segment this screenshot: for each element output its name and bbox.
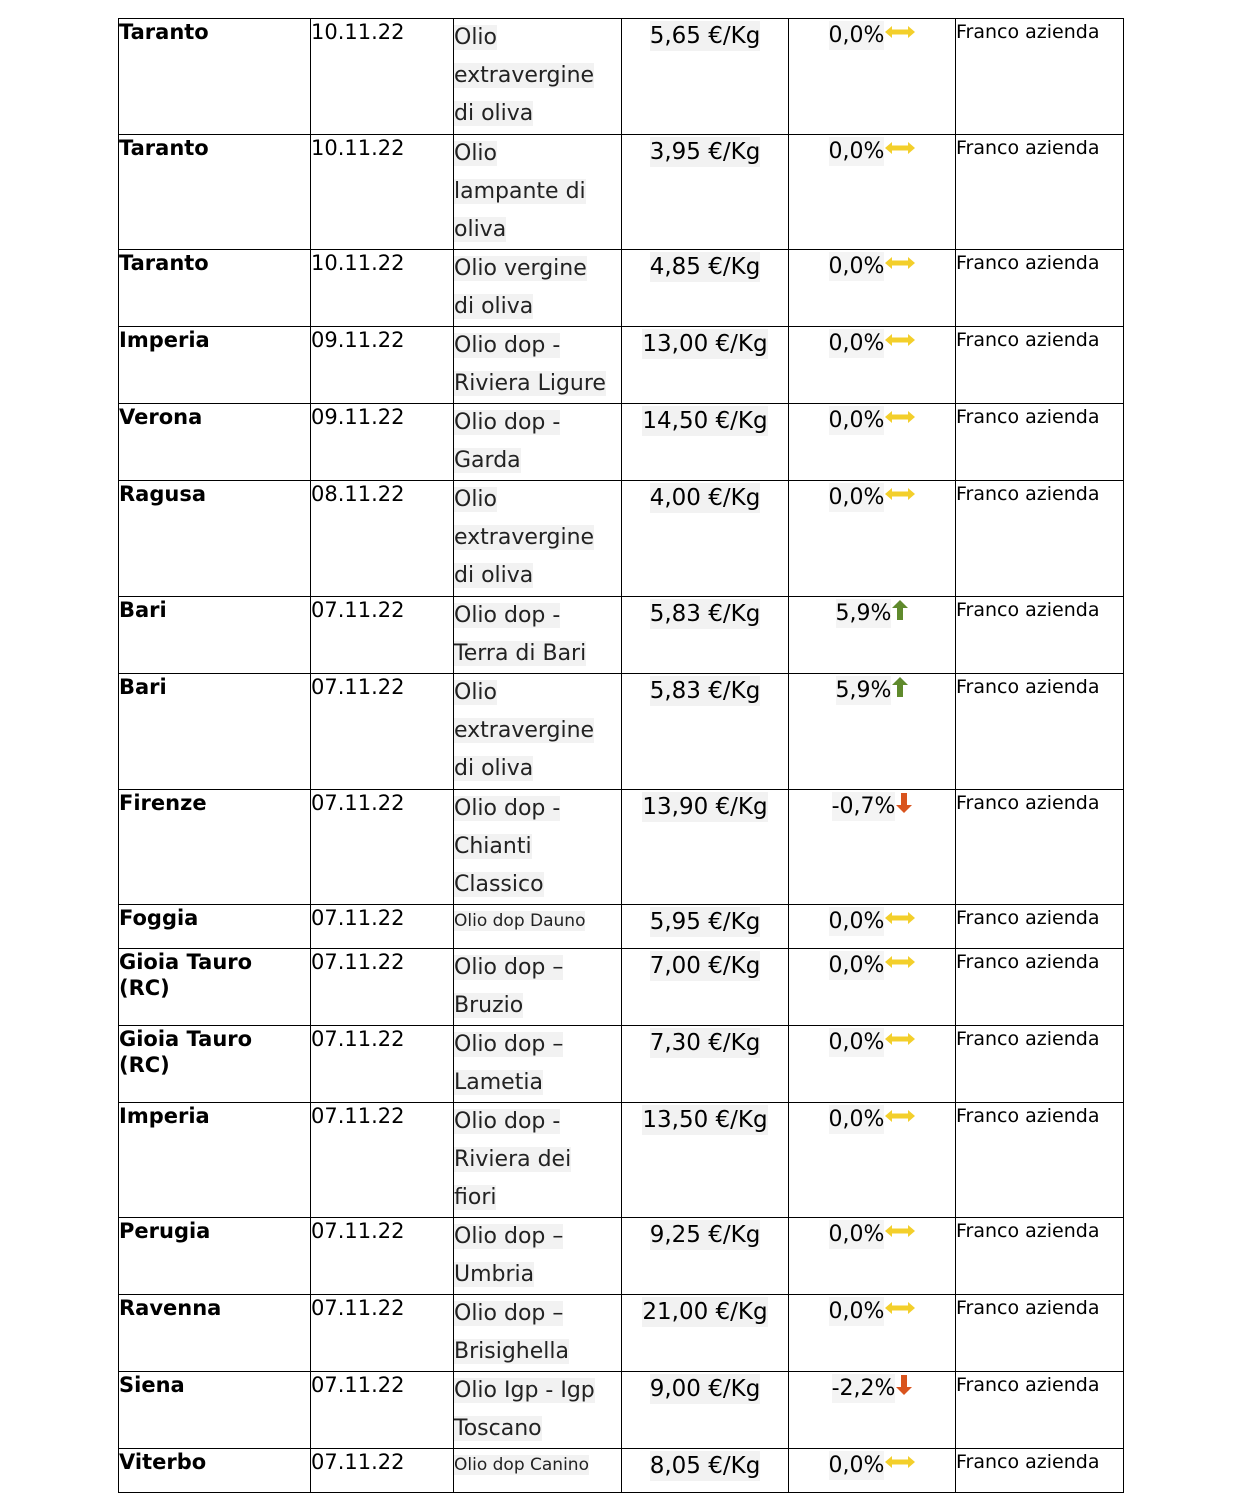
- price-cell: [622, 19, 789, 135]
- product-line: Olio dop Canino: [454, 1455, 589, 1475]
- variation-value: 0,0%: [828, 408, 885, 433]
- date-cell: [311, 1218, 454, 1295]
- product-line: lampante di: [454, 179, 586, 204]
- variation-value: 0,0%: [828, 254, 885, 279]
- date-value: 10.11.22: [311, 136, 405, 160]
- market-cell: [119, 19, 311, 135]
- product-cell: [454, 905, 622, 949]
- variation-cell: [789, 481, 956, 597]
- table-row: [119, 327, 1124, 404]
- price-cell: [622, 327, 789, 404]
- market-cell: [119, 135, 311, 250]
- price-table: [118, 18, 1124, 1493]
- note-value: Franco azienda: [956, 599, 1100, 621]
- date-cell: [311, 597, 454, 674]
- price-value: 9,25 €/Kg: [649, 1222, 761, 1248]
- note-value: Franco azienda: [956, 1451, 1100, 1473]
- date-cell: [311, 1372, 454, 1449]
- variation-value: 5,9%: [835, 601, 892, 626]
- price-cell: [622, 905, 789, 949]
- price-value: 7,00 €/Kg: [649, 953, 761, 979]
- note-cell: [956, 790, 1124, 905]
- product-line: Olio dop –: [454, 1301, 564, 1326]
- price-value: 3,95 €/Kg: [649, 139, 761, 165]
- product-cell: [454, 1218, 622, 1295]
- product-cell: [454, 790, 622, 905]
- variation-cell: [789, 905, 956, 949]
- market-cell: [119, 790, 311, 905]
- left-right-arrow-icon: [885, 1109, 915, 1123]
- date-value: 07.11.22: [311, 1104, 405, 1128]
- product-line: Olio dop –: [454, 1224, 564, 1249]
- note-value: Franco azienda: [956, 1297, 1100, 1319]
- market-name: Taranto: [119, 251, 209, 275]
- date-cell: [311, 790, 454, 905]
- market-cell: [119, 905, 311, 949]
- price-cell: [622, 1218, 789, 1295]
- price-value: 7,30 €/Kg: [649, 1030, 761, 1056]
- note-cell: [956, 949, 1124, 1026]
- note-cell: [956, 19, 1124, 135]
- up-arrow-icon: [892, 677, 908, 697]
- price-cell: [622, 1026, 789, 1103]
- date-cell: [311, 327, 454, 404]
- market-name: Siena: [119, 1373, 185, 1397]
- product-cell: [454, 949, 622, 1026]
- note-cell: [956, 1026, 1124, 1103]
- market-cell: [119, 327, 311, 404]
- variation-value: 0,0%: [828, 485, 885, 510]
- market-cell: [119, 1026, 311, 1103]
- date-value: 09.11.22: [311, 405, 405, 429]
- product-line: Garda: [454, 448, 521, 473]
- price-cell: [622, 1372, 789, 1449]
- market-name: Perugia: [119, 1219, 211, 1243]
- date-cell: [311, 1026, 454, 1103]
- product-line: Toscano: [454, 1416, 542, 1441]
- price-value: 14,50 €/Kg: [642, 408, 768, 434]
- price-value: 5,65 €/Kg: [649, 23, 761, 49]
- variation-value: 0,0%: [828, 1222, 885, 1247]
- date-value: 07.11.22: [311, 1373, 405, 1397]
- date-cell: [311, 1103, 454, 1218]
- up-arrow-icon: [892, 600, 908, 620]
- market-name: Gioia Tauro (RC): [119, 1027, 253, 1077]
- product-line: Olio dop -: [454, 333, 561, 358]
- market-name: Bari: [119, 675, 167, 699]
- product-line: Olio dop -: [454, 603, 561, 628]
- date-value: 07.11.22: [311, 675, 405, 699]
- table-row: [119, 674, 1124, 790]
- product-cell: [454, 19, 622, 135]
- left-right-arrow-icon: [885, 1032, 915, 1046]
- product-line: oliva: [454, 217, 507, 242]
- market-cell: [119, 250, 311, 327]
- left-right-arrow-icon: [885, 256, 915, 270]
- product-line: di oliva: [454, 563, 534, 588]
- date-value: 07.11.22: [311, 950, 405, 974]
- market-name: Gioia Tauro (RC): [119, 950, 253, 1000]
- table-row: [119, 481, 1124, 597]
- table-row: [119, 404, 1124, 481]
- product-line: Umbria: [454, 1262, 535, 1287]
- market-cell: [119, 481, 311, 597]
- product-line: Olio dop -: [454, 796, 561, 821]
- table-row: [119, 1449, 1124, 1493]
- note-value: Franco azienda: [956, 329, 1100, 351]
- variation-cell: [789, 1372, 956, 1449]
- note-value: Franco azienda: [956, 21, 1100, 43]
- variation-cell: [789, 1103, 956, 1218]
- price-cell: [622, 597, 789, 674]
- table-row: [119, 790, 1124, 905]
- variation-value: 0,0%: [828, 23, 885, 48]
- variation-cell: [789, 327, 956, 404]
- price-value: 5,83 €/Kg: [649, 678, 761, 704]
- down-arrow-icon: [896, 1375, 912, 1395]
- product-line: Lametia: [454, 1070, 543, 1095]
- product-line: Terra di Bari: [454, 641, 587, 666]
- left-right-arrow-icon: [885, 1224, 915, 1238]
- note-cell: [956, 597, 1124, 674]
- variation-value: 0,0%: [828, 1030, 885, 1055]
- variation-cell: [789, 790, 956, 905]
- price-value: 13,90 €/Kg: [642, 794, 768, 820]
- variation-value: -0,7%: [831, 794, 896, 819]
- note-cell: [956, 1103, 1124, 1218]
- table-row: [119, 905, 1124, 949]
- product-cell: [454, 674, 622, 790]
- variation-value: 0,0%: [828, 953, 885, 978]
- left-right-arrow-icon: [885, 1455, 915, 1469]
- market-name: Imperia: [119, 328, 210, 352]
- product-cell: [454, 404, 622, 481]
- product-line: Olio dop –: [454, 955, 564, 980]
- product-cell: [454, 1103, 622, 1218]
- market-cell: [119, 1295, 311, 1372]
- note-cell: [956, 481, 1124, 597]
- date-value: 07.11.22: [311, 1027, 405, 1051]
- table-row: [119, 135, 1124, 250]
- price-cell: [622, 135, 789, 250]
- note-cell: [956, 250, 1124, 327]
- product-cell: [454, 597, 622, 674]
- table-row: [119, 250, 1124, 327]
- product-line: Olio dop -: [454, 410, 561, 435]
- note-value: Franco azienda: [956, 792, 1100, 814]
- note-cell: [956, 1449, 1124, 1493]
- left-right-arrow-icon: [885, 911, 915, 925]
- price-cell: [622, 674, 789, 790]
- variation-cell: [789, 949, 956, 1026]
- price-cell: [622, 1295, 789, 1372]
- date-value: 07.11.22: [311, 1296, 405, 1320]
- price-value: 9,00 €/Kg: [649, 1376, 761, 1402]
- date-value: 07.11.22: [311, 1219, 405, 1243]
- date-cell: [311, 135, 454, 250]
- product-line: Olio Igp - Igp: [454, 1378, 595, 1403]
- note-cell: [956, 1295, 1124, 1372]
- market-cell: [119, 674, 311, 790]
- product-line: Chianti: [454, 834, 532, 859]
- market-name: Ravenna: [119, 1296, 222, 1320]
- product-line: Olio vergine: [454, 256, 587, 281]
- variation-cell: [789, 1218, 956, 1295]
- note-value: Franco azienda: [956, 1374, 1100, 1396]
- left-right-arrow-icon: [885, 955, 915, 969]
- variation-value: 0,0%: [828, 909, 885, 934]
- table-row: [119, 19, 1124, 135]
- variation-value: 0,0%: [828, 1107, 885, 1132]
- market-cell: [119, 1218, 311, 1295]
- date-cell: [311, 1449, 454, 1493]
- date-cell: [311, 905, 454, 949]
- price-cell: [622, 949, 789, 1026]
- variation-value: -2,2%: [831, 1376, 896, 1401]
- variation-cell: [789, 404, 956, 481]
- market-name: Viterbo: [119, 1450, 207, 1474]
- date-cell: [311, 949, 454, 1026]
- date-value: 08.11.22: [311, 482, 405, 506]
- variation-value: 0,0%: [828, 1453, 885, 1478]
- price-cell: [622, 481, 789, 597]
- product-cell: [454, 481, 622, 597]
- variation-value: 0,0%: [828, 139, 885, 164]
- product-line: di oliva: [454, 101, 534, 126]
- product-line: di oliva: [454, 294, 534, 319]
- note-value: Franco azienda: [956, 676, 1100, 698]
- price-cell: [622, 404, 789, 481]
- product-line: Brisighella: [454, 1339, 569, 1364]
- variation-value: 0,0%: [828, 1299, 885, 1324]
- product-line: Classico: [454, 872, 544, 897]
- note-cell: [956, 1372, 1124, 1449]
- note-cell: [956, 327, 1124, 404]
- product-line: extravergine: [454, 525, 595, 550]
- product-cell: [454, 250, 622, 327]
- note-value: Franco azienda: [956, 1028, 1100, 1050]
- market-name: Bari: [119, 598, 167, 622]
- market-cell: [119, 597, 311, 674]
- variation-cell: [789, 1026, 956, 1103]
- date-cell: [311, 1295, 454, 1372]
- price-value: 5,95 €/Kg: [649, 909, 761, 935]
- product-line: Bruzio: [454, 993, 524, 1018]
- note-value: Franco azienda: [956, 907, 1100, 929]
- product-line: di oliva: [454, 756, 534, 781]
- table-row: [119, 1026, 1124, 1103]
- table-row: [119, 1295, 1124, 1372]
- left-right-arrow-icon: [885, 410, 915, 424]
- market-name: Taranto: [119, 20, 209, 44]
- price-table-body: [119, 19, 1124, 1493]
- price-cell: [622, 1103, 789, 1218]
- product-line: Olio: [454, 487, 498, 512]
- note-value: Franco azienda: [956, 137, 1100, 159]
- left-right-arrow-icon: [885, 487, 915, 501]
- market-name: Foggia: [119, 906, 199, 930]
- note-cell: [956, 905, 1124, 949]
- note-cell: [956, 1218, 1124, 1295]
- price-cell: [622, 1449, 789, 1493]
- product-line: fiori: [454, 1185, 497, 1210]
- product-cell: [454, 1295, 622, 1372]
- price-value: 21,00 €/Kg: [642, 1299, 768, 1325]
- price-value: 4,00 €/Kg: [649, 485, 761, 511]
- date-value: 07.11.22: [311, 906, 405, 930]
- left-right-arrow-icon: [885, 1301, 915, 1315]
- product-cell: [454, 1026, 622, 1103]
- table-row: [119, 949, 1124, 1026]
- market-name: Verona: [119, 405, 203, 429]
- market-cell: [119, 1372, 311, 1449]
- market-cell: [119, 949, 311, 1026]
- note-value: Franco azienda: [956, 1105, 1100, 1127]
- note-value: Franco azienda: [956, 951, 1100, 973]
- price-value: 5,83 €/Kg: [649, 601, 761, 627]
- date-cell: [311, 250, 454, 327]
- variation-value: 5,9%: [835, 678, 892, 703]
- product-line: Riviera dei: [454, 1147, 572, 1172]
- table-row: [119, 1372, 1124, 1449]
- product-cell: [454, 1449, 622, 1493]
- variation-cell: [789, 597, 956, 674]
- price-value: 8,05 €/Kg: [649, 1453, 761, 1479]
- down-arrow-icon: [896, 793, 912, 813]
- product-line: extravergine: [454, 718, 595, 743]
- date-value: 07.11.22: [311, 598, 405, 622]
- product-line: Olio dop -: [454, 1109, 561, 1134]
- product-line: Olio dop Dauno: [454, 911, 586, 931]
- table-row: [119, 597, 1124, 674]
- date-cell: [311, 674, 454, 790]
- date-value: 09.11.22: [311, 328, 405, 352]
- left-right-arrow-icon: [885, 25, 915, 39]
- left-right-arrow-icon: [885, 333, 915, 347]
- note-cell: [956, 404, 1124, 481]
- price-value: 13,50 €/Kg: [642, 1107, 768, 1133]
- variation-cell: [789, 1449, 956, 1493]
- date-value: 07.11.22: [311, 791, 405, 815]
- market-cell: [119, 1103, 311, 1218]
- market-name: Ragusa: [119, 482, 206, 506]
- product-line: Olio dop –: [454, 1032, 564, 1057]
- product-line: Olio: [454, 141, 498, 166]
- market-name: Taranto: [119, 136, 209, 160]
- table-row: [119, 1218, 1124, 1295]
- date-value: 10.11.22: [311, 20, 405, 44]
- date-value: 10.11.22: [311, 251, 405, 275]
- price-cell: [622, 790, 789, 905]
- price-cell: [622, 250, 789, 327]
- note-cell: [956, 674, 1124, 790]
- variation-cell: [789, 19, 956, 135]
- date-cell: [311, 19, 454, 135]
- date-cell: [311, 481, 454, 597]
- variation-value: 0,0%: [828, 331, 885, 356]
- variation-cell: [789, 674, 956, 790]
- variation-cell: [789, 1295, 956, 1372]
- note-cell: [956, 135, 1124, 250]
- variation-cell: [789, 135, 956, 250]
- market-cell: [119, 1449, 311, 1493]
- product-cell: [454, 1372, 622, 1449]
- market-name: Firenze: [119, 791, 207, 815]
- product-cell: [454, 327, 622, 404]
- variation-cell: [789, 250, 956, 327]
- note-value: Franco azienda: [956, 483, 1100, 505]
- market-name: Imperia: [119, 1104, 210, 1128]
- price-value: 13,00 €/Kg: [642, 331, 768, 357]
- date-value: 07.11.22: [311, 1450, 405, 1474]
- left-right-arrow-icon: [885, 141, 915, 155]
- table-row: [119, 1103, 1124, 1218]
- date-cell: [311, 404, 454, 481]
- product-line: Olio: [454, 680, 498, 705]
- note-value: Franco azienda: [956, 406, 1100, 428]
- note-value: Franco azienda: [956, 252, 1100, 274]
- product-line: Olio: [454, 25, 498, 50]
- product-line: extravergine: [454, 63, 595, 88]
- product-cell: [454, 135, 622, 250]
- note-value: Franco azienda: [956, 1220, 1100, 1242]
- product-line: Riviera Ligure: [454, 371, 606, 396]
- market-cell: [119, 404, 311, 481]
- price-value: 4,85 €/Kg: [649, 254, 761, 280]
